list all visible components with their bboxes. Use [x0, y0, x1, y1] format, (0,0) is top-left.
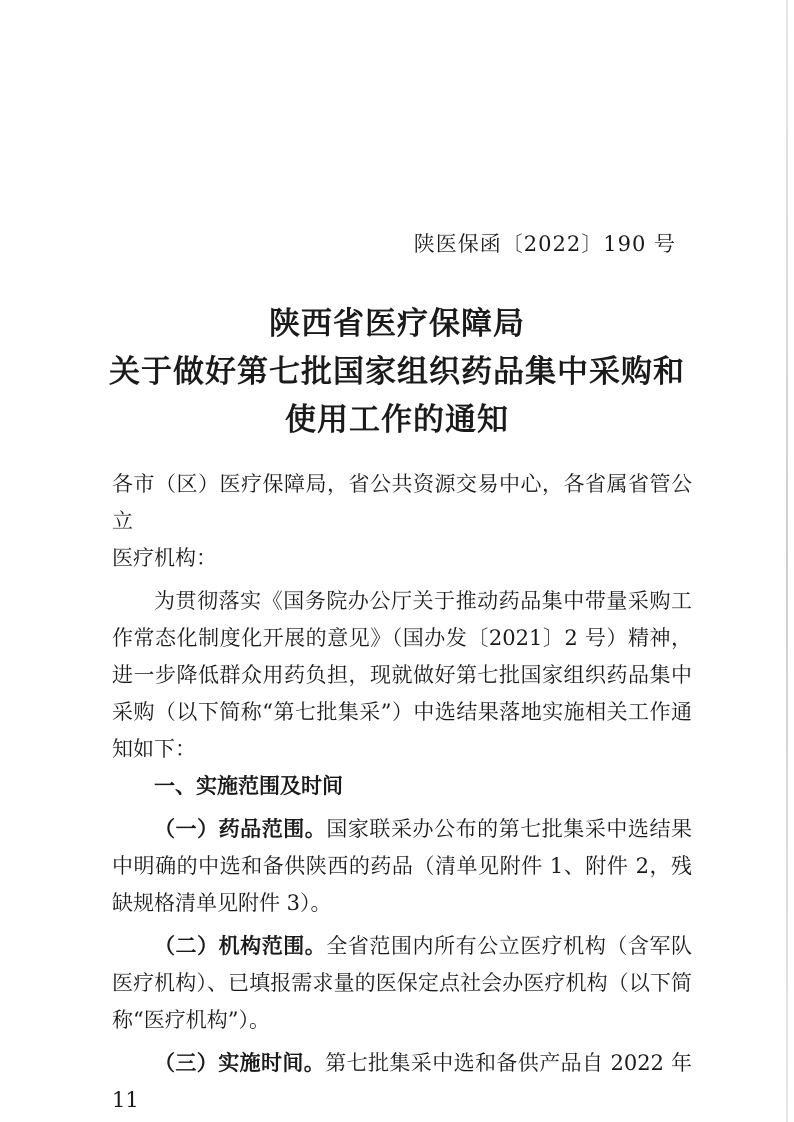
addressee-line-1: 各市（区）医疗保障局，省公共资源交易中心，各省属省管公立: [112, 472, 692, 533]
title-line-3: 使用工作的通知: [285, 402, 509, 438]
scan-edge-line: [786, 0, 788, 1122]
document-number: 陕医保函〔2022〕190 号: [413, 232, 676, 256]
item-institution-scope-head: （二）机构范围。: [154, 934, 327, 958]
item-implementation-time-head: （三）实施时间。: [154, 1051, 326, 1075]
addressee: [112, 466, 692, 577]
item-implementation-time: [112, 1045, 692, 1119]
section-heading-1: 一、实施范围及时间: [154, 774, 343, 798]
item-institution-scope-body: 全省范围内所有公立医疗机构（含军队医疗机构）、已填报需求量的医保定点社会办医疗机构（以下简称“医疗机构”）。: [112, 934, 693, 1032]
item-institution-scope: [112, 928, 692, 1039]
addressee-line-2: 医疗机构：: [112, 546, 217, 570]
item-drug-scope-head: （一）药品范围。: [154, 817, 327, 841]
item-drug-scope-body: 国家联采办公布的第七批集采中选结果中明确的中选和备供陕西的药品（清单见附件 1、附件 2，残缺规格清单见附件 3）。: [112, 817, 693, 915]
document-title: [0, 300, 794, 444]
document-body: [112, 466, 692, 1119]
intro-paragraph: 为贯彻落实《国务院办公厅关于推动药品集中带量采购工作常态化制度化开展的意见》（国办发〔2021〕2 号）精神，进一步降低群众用药负担，现就做好第七批国家组织药品集中采购（以下简称“第七批集采”）中选结果落地实施相关工作通知如下：: [112, 589, 692, 761]
title-line-2: 关于做好第七批国家组织药品集中采购和: [109, 354, 685, 390]
title-line-1: 陕西省医疗保障局: [269, 306, 525, 342]
item-implementation-time-body: 第七批集采中选和备供产品自 2022 年 11: [112, 1051, 692, 1112]
item-drug-scope: [112, 811, 692, 922]
